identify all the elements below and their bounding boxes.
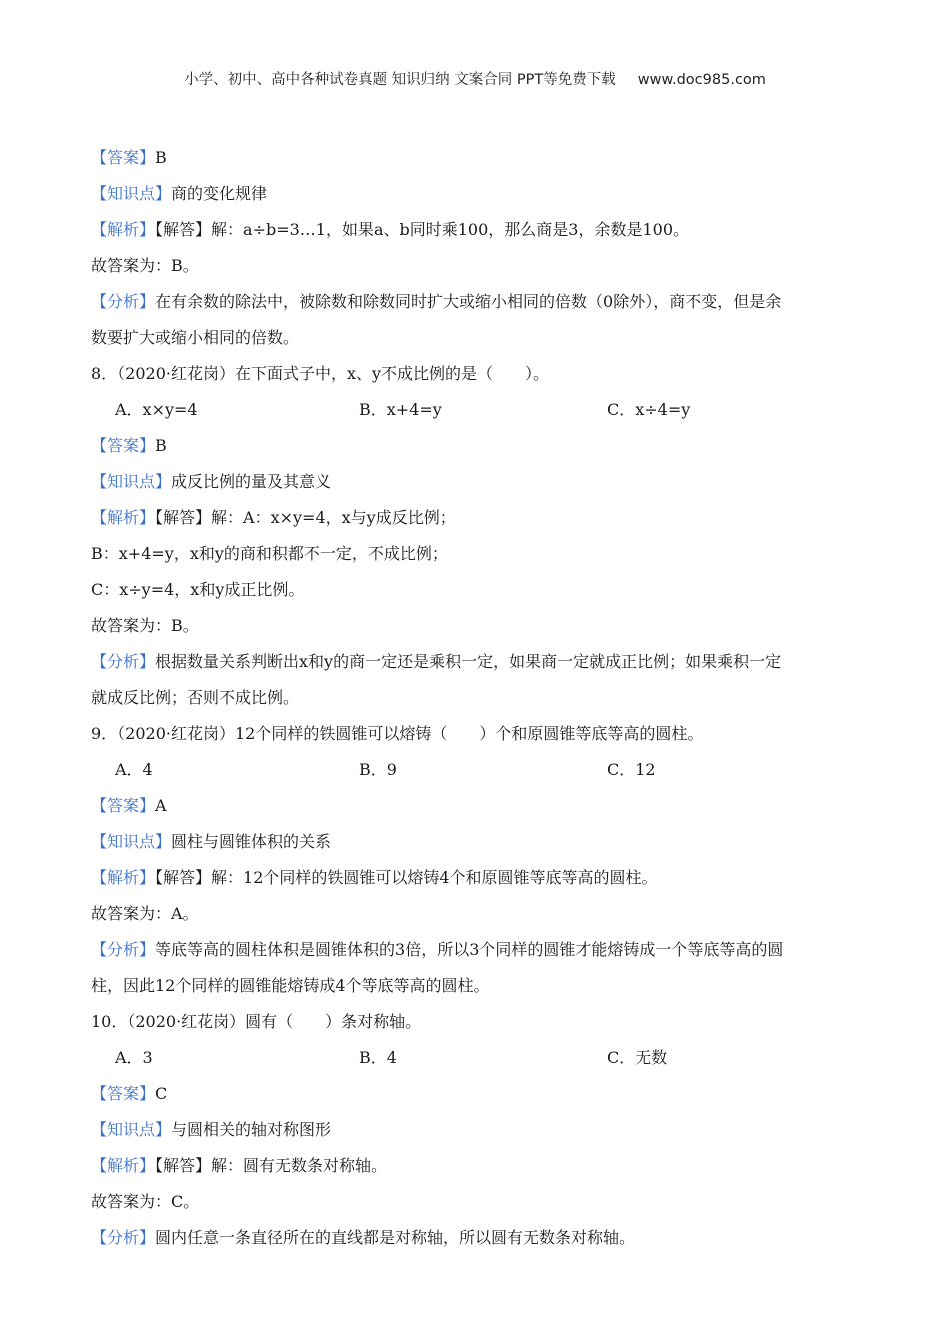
document-body [91, 140, 881, 1256]
q7-review-cont: 数要扩大或缩小相同的倍数。 [91, 328, 300, 347]
q9-stem: 9．（2020·红花岗）12个同样的铁圆锥可以熔铸（ ）个和原圆锥等底等高的圆柱。 [91, 724, 704, 743]
q7-review: 【分析】在有余数的除法中，被除数和除数同时扩大或缩小相同的倍数（0除外），商不变，但是余 [91, 292, 782, 311]
analysis-tag: 【解析】 [91, 220, 156, 239]
q9-conclusion: 故答案为：A。 [91, 904, 199, 923]
q9-option-a: A．4 [115, 760, 153, 779]
q7-answer: 【答案】B [91, 148, 167, 167]
q8-review: 【分析】根据数量关系判断出x和y的商一定还是乘积一定，如果商一定就成正比例；如果乘积一定 [91, 652, 782, 671]
q7-knowledge: 【知识点】商的变化规律 [91, 184, 268, 203]
q9-option-b: B．9 [359, 760, 397, 779]
answer-tag: 【答案】 [91, 436, 156, 455]
knowledge-tag: 【知识点】 [91, 472, 172, 491]
q10-option-c: C．无数 [607, 1048, 668, 1067]
q10-analysis: 【解析】【解答】解：圆有无数条对称轴。 [91, 1156, 388, 1175]
q10-stem: 10．（2020·红花岗）圆有（ ）条对称轴。 [91, 1012, 422, 1031]
answer-tag: 【答案】 [91, 1084, 156, 1103]
q8-review-cont: 就成反比例；否则不成比例。 [91, 688, 300, 707]
knowledge-tag: 【知识点】 [91, 1120, 172, 1139]
q10-answer: 【答案】C [91, 1084, 168, 1103]
q9-analysis: 【解析】【解答】解：12个同样的铁圆锥可以熔铸4个和原圆锥等底等高的圆柱。 [91, 868, 658, 887]
knowledge-tag: 【知识点】 [91, 832, 172, 851]
q10-knowledge: 【知识点】与圆相关的轴对称图形 [91, 1120, 332, 1139]
q8-analysis-c: C：x÷y=4，x和y成正比例。 [91, 580, 305, 599]
q9-options [91, 752, 881, 788]
analysis-tag: 【解析】 [91, 508, 156, 527]
review-tag: 【分析】 [91, 292, 156, 311]
q10-options [91, 1040, 881, 1076]
q9-review-cont: 柱，因此12个同样的圆锥能熔铸成4个等底等高的圆柱。 [91, 976, 490, 995]
q10-conclusion: 故答案为：C。 [91, 1192, 200, 1211]
header-url: www.doc985.com [637, 72, 766, 88]
answer-tag: 【答案】 [91, 148, 156, 167]
q10-review: 【分析】圆内任意一条直径所在的直线都是对称轴，所以圆有无数条对称轴。 [91, 1228, 636, 1247]
q8-conclusion: 故答案为：B。 [91, 616, 199, 635]
q9-review: 【分析】等底等高的圆柱体积是圆锥体积的3倍，所以3个同样的圆锥才能熔铸成一个等底等高的圆 [91, 940, 784, 959]
q8-knowledge: 【知识点】成反比例的量及其意义 [91, 472, 332, 491]
q8-option-a: A．x×y=4 [115, 400, 198, 419]
q8-analysis: 【解析】【解答】解：A：x×y=4，x与y成反比例； [91, 508, 456, 527]
knowledge-tag: 【知识点】 [91, 184, 172, 203]
q10-option-a: A．3 [115, 1048, 153, 1067]
q9-answer: 【答案】A [91, 796, 167, 815]
answer-tag: 【答案】 [91, 796, 156, 815]
q8-option-c: C．x÷4=y [607, 400, 691, 419]
analysis-tag: 【解析】 [91, 868, 156, 887]
page-header [0, 68, 950, 89]
q7-analysis: 【解析】【解答】解：a÷b=3…1，如果a、b同时乘100，那么商是3，余数是100。 [91, 220, 690, 239]
header-text: 小学、初中、高中各种试卷真题 知识归纳 文案合同 PPT等免费下载 [184, 72, 616, 88]
q8-analysis-b: B：x+4=y，x和y的商和积都不一定，不成比例； [91, 544, 448, 563]
q10-option-b: B．4 [359, 1048, 397, 1067]
review-tag: 【分析】 [91, 1228, 156, 1247]
q8-option-b: B．x+4=y [359, 400, 442, 419]
analysis-tag: 【解析】 [91, 1156, 156, 1175]
q9-knowledge: 【知识点】圆柱与圆锥体积的关系 [91, 832, 332, 851]
q8-options [91, 392, 881, 428]
q8-answer: 【答案】B [91, 436, 167, 455]
q7-conclusion: 故答案为：B。 [91, 256, 199, 275]
review-tag: 【分析】 [91, 940, 156, 959]
review-tag: 【分析】 [91, 652, 156, 671]
q8-stem: 8．（2020·红花岗）在下面式子中，x、y不成比例的是（ ）。 [91, 364, 550, 383]
q9-option-c: C．12 [607, 760, 656, 779]
